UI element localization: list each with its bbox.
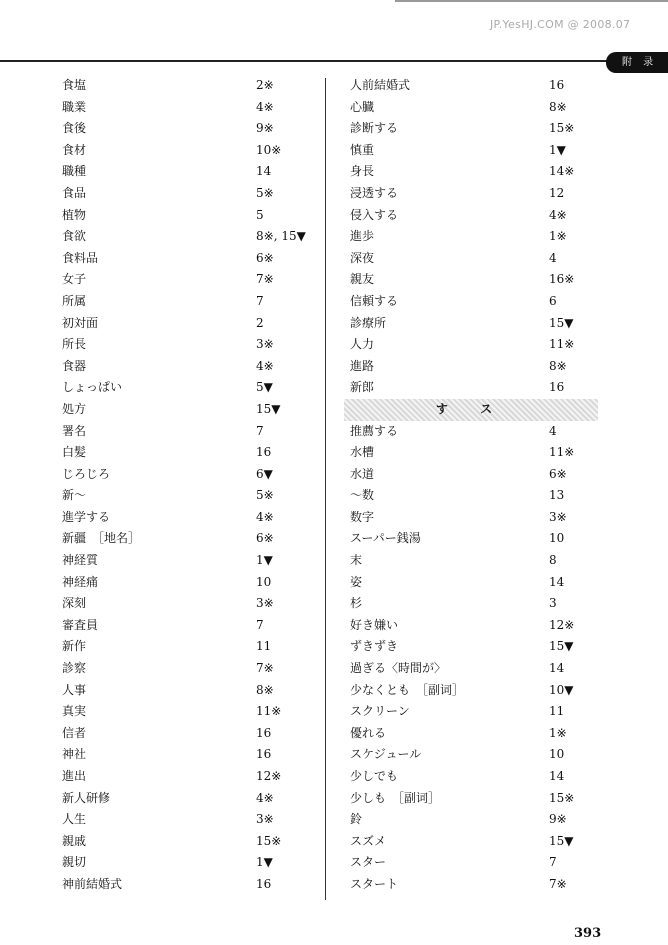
index-entry [344, 788, 594, 810]
entry-word: 女子 [62, 272, 87, 287]
entry-word: 鈴 [350, 812, 363, 827]
entry-lesson-ref: 8※, 15▼ [256, 229, 306, 244]
entry-lesson-ref: 10 [256, 574, 272, 589]
entry-lesson-ref: 1▼ [549, 142, 566, 157]
entry-lesson-ref: 7※ [256, 661, 274, 676]
entry-lesson-ref: 7 [256, 423, 264, 438]
index-entry [56, 572, 321, 594]
entry-word: 白髪 [62, 445, 87, 460]
index-entry [344, 161, 594, 183]
entry-word: 信者 [62, 725, 87, 740]
entry-word: スター [350, 855, 387, 870]
entry-word: スーパー銭湯 [350, 531, 421, 546]
entry-lesson-ref: 14※ [549, 164, 575, 179]
entry-word: 進出 [62, 769, 87, 783]
entry-lesson-ref: 3※ [256, 596, 274, 611]
index-entry [56, 399, 321, 421]
entry-lesson-ref: 15※ [549, 121, 575, 136]
index-entry [344, 636, 594, 658]
section-header [344, 399, 598, 421]
entry-lesson-ref: 5※ [256, 185, 274, 200]
entry-word: 新郎 [350, 380, 375, 395]
index-entry [56, 313, 321, 335]
entry-word: 新～ [62, 488, 87, 503]
index-entry [56, 442, 321, 464]
entry-word: 末 [350, 553, 363, 568]
entry-lesson-ref: 16 [256, 876, 272, 891]
entry-word: スズメ [350, 833, 387, 848]
index-entry [56, 334, 321, 356]
index-entry [56, 161, 321, 183]
entry-lesson-ref: 7 [256, 293, 264, 308]
entry-lesson-ref: 8※ [256, 682, 274, 697]
entry-lesson-ref: 12※ [549, 617, 575, 632]
index-entry [56, 550, 321, 572]
entry-lesson-ref: 5▼ [256, 380, 273, 395]
index-entry [56, 464, 321, 486]
index-entry [344, 593, 594, 615]
entry-word: スケジュール [350, 747, 422, 762]
index-entry [344, 291, 594, 313]
entry-lesson-ref: 6▼ [256, 466, 273, 481]
entry-word: 人事 [62, 682, 87, 697]
entry-lesson-ref: 15※ [256, 833, 282, 848]
entry-lesson-ref: 4※ [256, 509, 274, 524]
index-entry [56, 809, 321, 831]
entry-word: 侵入する [350, 207, 399, 222]
entry-word: 神経質 [62, 553, 99, 568]
entry-lesson-ref: 4※ [256, 790, 274, 805]
entry-word: 信頼する [350, 293, 399, 308]
entry-lesson-ref: 5 [256, 207, 264, 222]
index-entry [56, 874, 321, 896]
entry-word: 姿 [350, 574, 363, 589]
entry-lesson-ref: 15▼ [256, 401, 281, 416]
entry-word: 過ぎる〈時間が〉 [350, 661, 447, 676]
entry-word: 新疆 ［地名］ [62, 531, 141, 546]
entry-lesson-ref: 6※ [256, 531, 274, 546]
entry-lesson-ref: 8 [549, 553, 557, 568]
entry-word: 診断する [350, 121, 399, 136]
entry-lesson-ref: 4※ [256, 99, 274, 114]
entry-word: 少なくとも ［副词］ [350, 682, 465, 697]
entry-lesson-ref: 6※ [549, 466, 567, 481]
entry-word: 数字 [350, 509, 375, 524]
page-number: 393 [574, 926, 602, 941]
index-entry [344, 680, 594, 702]
column-divider [325, 78, 326, 900]
entry-lesson-ref: 4 [549, 423, 557, 438]
entry-word: じろじろ [62, 466, 111, 481]
index-entry [344, 183, 594, 205]
entry-word: 食塩 [62, 78, 87, 92]
index-entry [56, 852, 321, 874]
entry-word: 所長 [62, 337, 87, 352]
entry-lesson-ref: 16 [256, 725, 272, 740]
entry-word: 神前結婚式 [62, 876, 123, 891]
entry-word: ～数 [350, 488, 375, 503]
header-rule [0, 60, 615, 62]
entry-lesson-ref: 1※ [549, 229, 567, 244]
index-entry [56, 183, 321, 205]
entry-word: 人力 [350, 337, 375, 352]
entry-lesson-ref: 9※ [549, 812, 567, 827]
index-entry [56, 701, 321, 723]
entry-word: 初対面 [62, 315, 99, 330]
index-entry [56, 205, 321, 227]
index-entry [344, 75, 594, 97]
entry-word: 診療所 [350, 315, 387, 330]
entry-lesson-ref: 15▼ [549, 639, 574, 654]
entry-lesson-ref: 11※ [549, 445, 575, 460]
index-entry [56, 97, 321, 119]
index-entry [56, 658, 321, 680]
entry-lesson-ref: 9※ [256, 121, 274, 136]
entry-lesson-ref: 2※ [256, 78, 274, 92]
index-entry [344, 615, 594, 637]
right-index-column [344, 75, 594, 896]
entry-lesson-ref: 14 [549, 574, 565, 589]
entry-lesson-ref: 5※ [256, 488, 274, 503]
entry-word: しょっぱい [62, 380, 123, 395]
entry-word: スクリーン [350, 704, 410, 719]
entry-word: 食材 [62, 142, 87, 157]
entry-lesson-ref: 15※ [549, 790, 575, 805]
entry-word: 食欲 [62, 229, 87, 244]
entry-lesson-ref: 16 [549, 380, 565, 395]
entry-word: 進路 [350, 358, 375, 373]
entry-lesson-ref: 12 [549, 185, 565, 200]
entry-word: 親切 [62, 855, 87, 870]
index-entry [56, 248, 321, 270]
entry-lesson-ref: 7 [549, 855, 557, 870]
entry-word: 深夜 [350, 250, 375, 265]
entry-lesson-ref: 11 [549, 704, 565, 719]
entry-lesson-ref: 16※ [549, 272, 575, 287]
index-entry [344, 507, 594, 529]
index-entry [56, 507, 321, 529]
entry-word: 水道 [350, 466, 375, 481]
index-entry [56, 593, 321, 615]
scan-artifact [395, 0, 668, 2]
entry-word: 処方 [62, 401, 87, 416]
entry-lesson-ref: 3※ [256, 337, 274, 352]
entry-lesson-ref: 1※ [549, 725, 567, 740]
index-entry [56, 615, 321, 637]
index-entry [344, 140, 594, 162]
entry-lesson-ref: 3※ [549, 509, 567, 524]
index-entry [344, 464, 594, 486]
entry-lesson-ref: 3 [549, 596, 557, 611]
entry-lesson-ref: 4※ [256, 358, 274, 373]
index-entry [344, 97, 594, 119]
entry-lesson-ref: 11※ [256, 704, 282, 719]
index-entry [344, 313, 594, 335]
entry-word: 少しも ［副词］ [350, 790, 441, 805]
index-entry [56, 723, 321, 745]
entry-word: 診察 [62, 661, 87, 676]
index-entry [344, 442, 594, 464]
index-entry [56, 356, 321, 378]
entry-lesson-ref: 4 [549, 250, 557, 265]
entry-word: 署名 [62, 423, 87, 438]
entry-word: 杉 [350, 596, 363, 611]
index-entry [56, 377, 321, 399]
index-entry [344, 744, 594, 766]
index-entry [344, 334, 594, 356]
entry-word: 水槽 [350, 445, 375, 460]
index-entry [344, 658, 594, 680]
index-entry [56, 485, 321, 507]
section-header-label: す ス [435, 401, 507, 416]
entry-word: 親戚 [62, 833, 87, 848]
entry-lesson-ref: 14 [549, 769, 565, 783]
index-entry [56, 528, 321, 550]
index-entry [56, 226, 321, 248]
entry-lesson-ref: 13 [549, 488, 565, 503]
entry-lesson-ref: 10▼ [549, 682, 574, 697]
entry-lesson-ref: 16 [256, 445, 272, 460]
entry-word: 審査員 [62, 617, 99, 632]
index-entry [56, 269, 321, 291]
index-entry [344, 118, 594, 140]
index-entry [344, 377, 594, 399]
entry-word: 食器 [62, 358, 87, 373]
left-index-column [56, 75, 321, 896]
entry-lesson-ref: 7※ [549, 876, 567, 891]
entry-lesson-ref: 7 [256, 617, 264, 632]
entry-lesson-ref: 4※ [549, 207, 567, 222]
index-entry [344, 831, 594, 853]
index-entry [56, 75, 321, 97]
index-entry [344, 723, 594, 745]
entry-word: 推薦する [350, 423, 399, 438]
index-entry [56, 788, 321, 810]
index-entry [56, 744, 321, 766]
index-entry [344, 550, 594, 572]
entry-lesson-ref: 15▼ [549, 315, 574, 330]
entry-lesson-ref: 1▼ [256, 553, 273, 568]
entry-word: 深刻 [62, 596, 87, 611]
entry-word: 神社 [62, 747, 87, 762]
entry-word: 神経痛 [62, 574, 99, 589]
index-entry [344, 572, 594, 594]
entry-word: 進学する [62, 509, 111, 524]
entry-word: 心臓 [350, 99, 375, 114]
entry-word: 人前結婚式 [350, 78, 411, 92]
index-entry [56, 140, 321, 162]
entry-lesson-ref: 8※ [549, 99, 567, 114]
index-entry [56, 118, 321, 140]
entry-lesson-ref: 1▼ [256, 855, 273, 870]
entry-word: 真実 [62, 704, 87, 719]
entry-word: 職業 [62, 99, 87, 114]
index-entry [56, 421, 321, 443]
index-entry [56, 636, 321, 658]
entry-word: スタート [350, 876, 399, 891]
index-entry [344, 809, 594, 831]
entry-word: 新人研修 [62, 790, 111, 805]
index-entry [56, 831, 321, 853]
entry-word: 所属 [62, 293, 87, 308]
index-entry [344, 528, 594, 550]
index-entry [344, 248, 594, 270]
entry-word: 身長 [350, 164, 375, 179]
entry-lesson-ref: 15▼ [549, 833, 574, 848]
entry-word: 好き嫌い [350, 617, 399, 632]
entry-lesson-ref: 2 [256, 315, 264, 330]
index-entry [344, 226, 594, 248]
index-entry [56, 766, 321, 788]
entry-word: 食料品 [62, 250, 99, 265]
index-entry [56, 291, 321, 313]
entry-word: ずきずき [350, 639, 399, 654]
entry-lesson-ref: 7※ [256, 272, 274, 287]
index-entry [344, 356, 594, 378]
entry-word: 人生 [62, 812, 87, 827]
index-entry [344, 852, 594, 874]
entry-lesson-ref: 6※ [256, 250, 274, 265]
entry-word: 優れる [350, 725, 387, 740]
entry-lesson-ref: 16 [549, 78, 565, 92]
entry-word: 植物 [62, 207, 87, 222]
entry-word: 少しでも [350, 769, 399, 783]
entry-lesson-ref: 16 [256, 747, 272, 762]
watermark: JP.YesHJ.COM @ 2008.07 [490, 18, 631, 31]
entry-lesson-ref: 10 [549, 531, 565, 546]
entry-word: 職種 [62, 164, 87, 179]
entry-word: 浸透する [350, 185, 399, 200]
entry-lesson-ref: 10※ [256, 142, 282, 157]
index-entry [344, 205, 594, 227]
section-tab: 附 录 [606, 52, 668, 73]
entry-lesson-ref: 6 [549, 293, 557, 308]
entry-word: 新作 [62, 639, 87, 654]
entry-word: 慎重 [350, 142, 375, 157]
entry-lesson-ref: 14 [549, 661, 565, 676]
index-entry [344, 485, 594, 507]
index-entry [344, 701, 594, 723]
entry-lesson-ref: 8※ [549, 358, 567, 373]
entry-lesson-ref: 11※ [549, 337, 575, 352]
entry-lesson-ref: 10 [549, 747, 565, 762]
entry-lesson-ref: 14 [256, 164, 272, 179]
entry-word: 食品 [62, 185, 87, 200]
entry-word: 進歩 [350, 229, 375, 244]
entry-lesson-ref: 3※ [256, 812, 274, 827]
index-entry [344, 269, 594, 291]
index-entry [344, 421, 594, 443]
index-entry [344, 874, 594, 896]
entry-lesson-ref: 11 [256, 639, 272, 654]
entry-word: 食後 [62, 121, 87, 136]
entry-lesson-ref: 12※ [256, 769, 282, 783]
index-entry [344, 766, 594, 788]
entry-word: 親友 [350, 272, 375, 287]
index-entry [56, 680, 321, 702]
